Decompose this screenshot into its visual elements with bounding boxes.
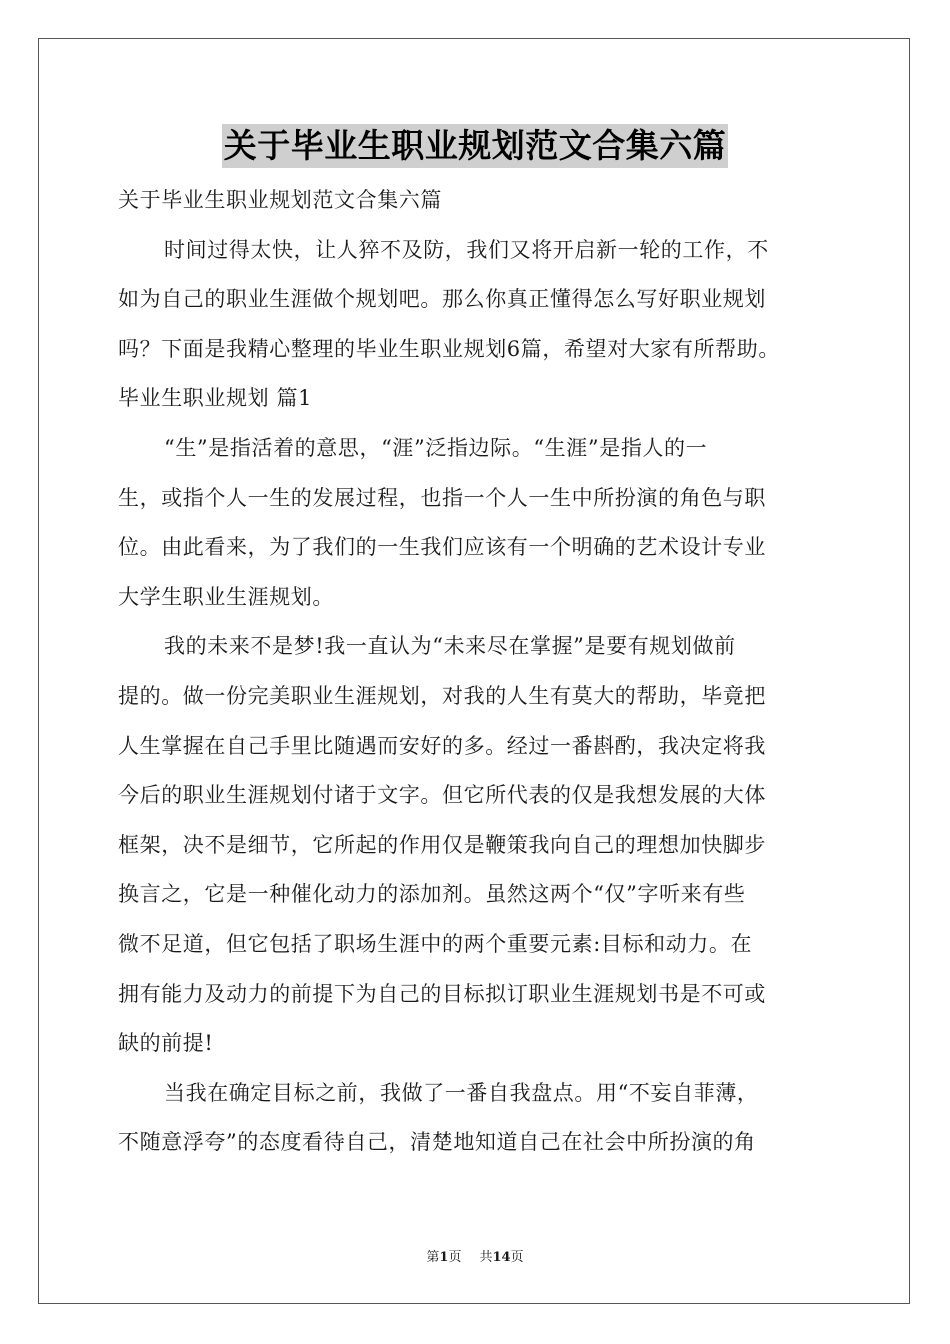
text-line: 关于毕业生职业规划范文合集六篇 bbox=[118, 188, 442, 212]
footer-total-suffix: 页 bbox=[510, 1250, 524, 1265]
text-line: 不随意浮夸”的态度看待自己，清楚地知道自己在社会中所扮演的角 bbox=[118, 1130, 756, 1155]
text-line: 时间过得太快，让人猝不及防，我们又将开启新一轮的工作，不 bbox=[164, 237, 769, 262]
text-line: 当我在确定目标之前，我做了一番自我盘点。用“不妄自菲薄， bbox=[164, 1080, 759, 1105]
title-container bbox=[0, 124, 950, 168]
footer-page-number: 1 bbox=[439, 1250, 449, 1265]
text-line: 拥有能力及动力的前提下为自己的目标拟订职业生涯规划书是不可或 bbox=[118, 981, 766, 1006]
footer-page-suffix: 页 bbox=[448, 1250, 462, 1265]
text-line: “生”是指活着的意思，“涯”泛指边际。“生涯”是指人的一 bbox=[164, 435, 708, 460]
text-line: 吗？下面是我精心整理的毕业生职业规划6篇，希望对大家有所帮助。 bbox=[118, 336, 780, 361]
footer-total-pages: 14 bbox=[492, 1250, 511, 1265]
text-line: 今后的职业生涯规划付诸于文字。但它所代表的仅是我想发展的大体 bbox=[118, 783, 766, 808]
text-line: 人生掌握在自己手里比随遇而安好的多。经过一番斟酌，我决定将我 bbox=[118, 733, 766, 758]
text-line: 提的。做一份完美职业生涯规划，对我的人生有莫大的帮助，毕竟把 bbox=[118, 683, 766, 708]
text-line: 毕业生职业规划 篇1 bbox=[118, 386, 313, 411]
text-line: 我的未来不是梦!我一直认为“未来尽在掌握”是要有规划做前 bbox=[164, 634, 736, 659]
document-title: 关于毕业生职业规划范文合集六篇 bbox=[222, 124, 729, 168]
text-line: 微不足道，但它包括了职场生涯中的两个重要元素:目标和动力。在 bbox=[118, 931, 753, 956]
footer-page-prefix: 第 bbox=[426, 1250, 440, 1265]
text-line: 框架，决不是细节，它所起的作用仅是鞭策我向自己的理想加快脚步 bbox=[118, 832, 766, 857]
text-line: 大学生职业生涯规划。 bbox=[118, 584, 334, 609]
text-line: 换言之，它是一种催化动力的添加剂。虽然这两个“仅”字听来有些 bbox=[118, 882, 746, 907]
text-line: 缺的前提! bbox=[118, 1031, 214, 1056]
text-line: 生，或指个人一生的发展过程，也指一个人一生中所扮演的角色与职 bbox=[118, 485, 766, 510]
document-body bbox=[118, 176, 840, 1168]
footer-total-prefix: 共 bbox=[479, 1250, 493, 1265]
text-line: 位。由此看来，为了我们的一生我们应该有一个明确的艺术设计专业 bbox=[118, 535, 766, 560]
text-line: 如为自己的职业生涯做个规划吧。那么你真正懂得怎么写好职业规划 bbox=[118, 287, 766, 312]
page-footer bbox=[0, 1246, 950, 1265]
